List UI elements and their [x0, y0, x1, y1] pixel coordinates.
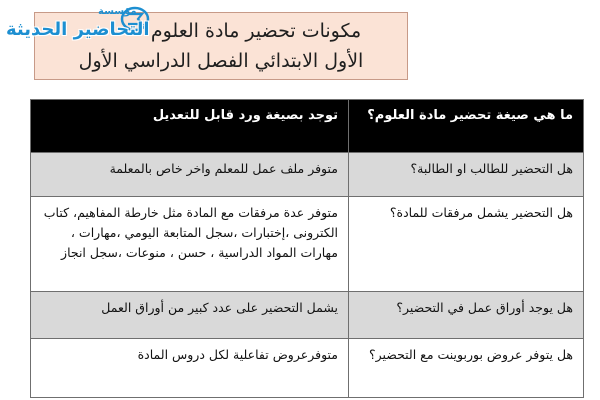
- header-question: ما هي صيغة تحضير مادة العلوم؟: [349, 100, 584, 153]
- logo-small-text: مؤسسة: [98, 6, 137, 17]
- row-question: هل التحضير للطالب او الطالبة؟: [349, 153, 584, 197]
- row-question: هل التحضير يشمل مرفقات للمادة؟: [349, 197, 584, 292]
- table-row: [31, 153, 584, 197]
- prep-table: [30, 99, 584, 398]
- table-header-row: [31, 100, 584, 153]
- row-answer: يشمل التحضير على عدد كبير من أوراق العمل: [31, 292, 349, 339]
- table-row: [31, 197, 584, 292]
- title-line-1: مكونات تحضير مادة العلوم: [150, 20, 362, 42]
- row-question: هل يوجد أوراق عمل في التحضير؟: [349, 292, 584, 339]
- row-answer: متوفرعروض تفاعلية لكل دروس المادة: [31, 339, 349, 398]
- title-line-2: الأول الابتدائي الفصل الدراسي الأول: [78, 50, 364, 72]
- row-answer: متوفر عدة مرفقات مع المادة مثل خارطة المفاهيم، كتاب الكترونى ،إختبارات ،سجل المتابعة اليومي ،مهارات ، مهارات المواد الدراسية ، حسن ، منوعات ،سجل انجاز: [31, 197, 349, 292]
- row-question: هل يتوفر عروض بوربوينت مع التحضير؟: [349, 339, 584, 398]
- header-answer: توجد بصيغة ورد قابل للتعديل: [31, 100, 349, 153]
- table-row: [31, 339, 584, 398]
- logo-main-text: التحاضير الحديثة: [6, 19, 150, 40]
- row-answer: متوفر ملف عمل للمعلم واخر خاص بالمعلمة: [31, 153, 349, 197]
- table-row: [31, 292, 584, 339]
- logo: [2, 4, 152, 48]
